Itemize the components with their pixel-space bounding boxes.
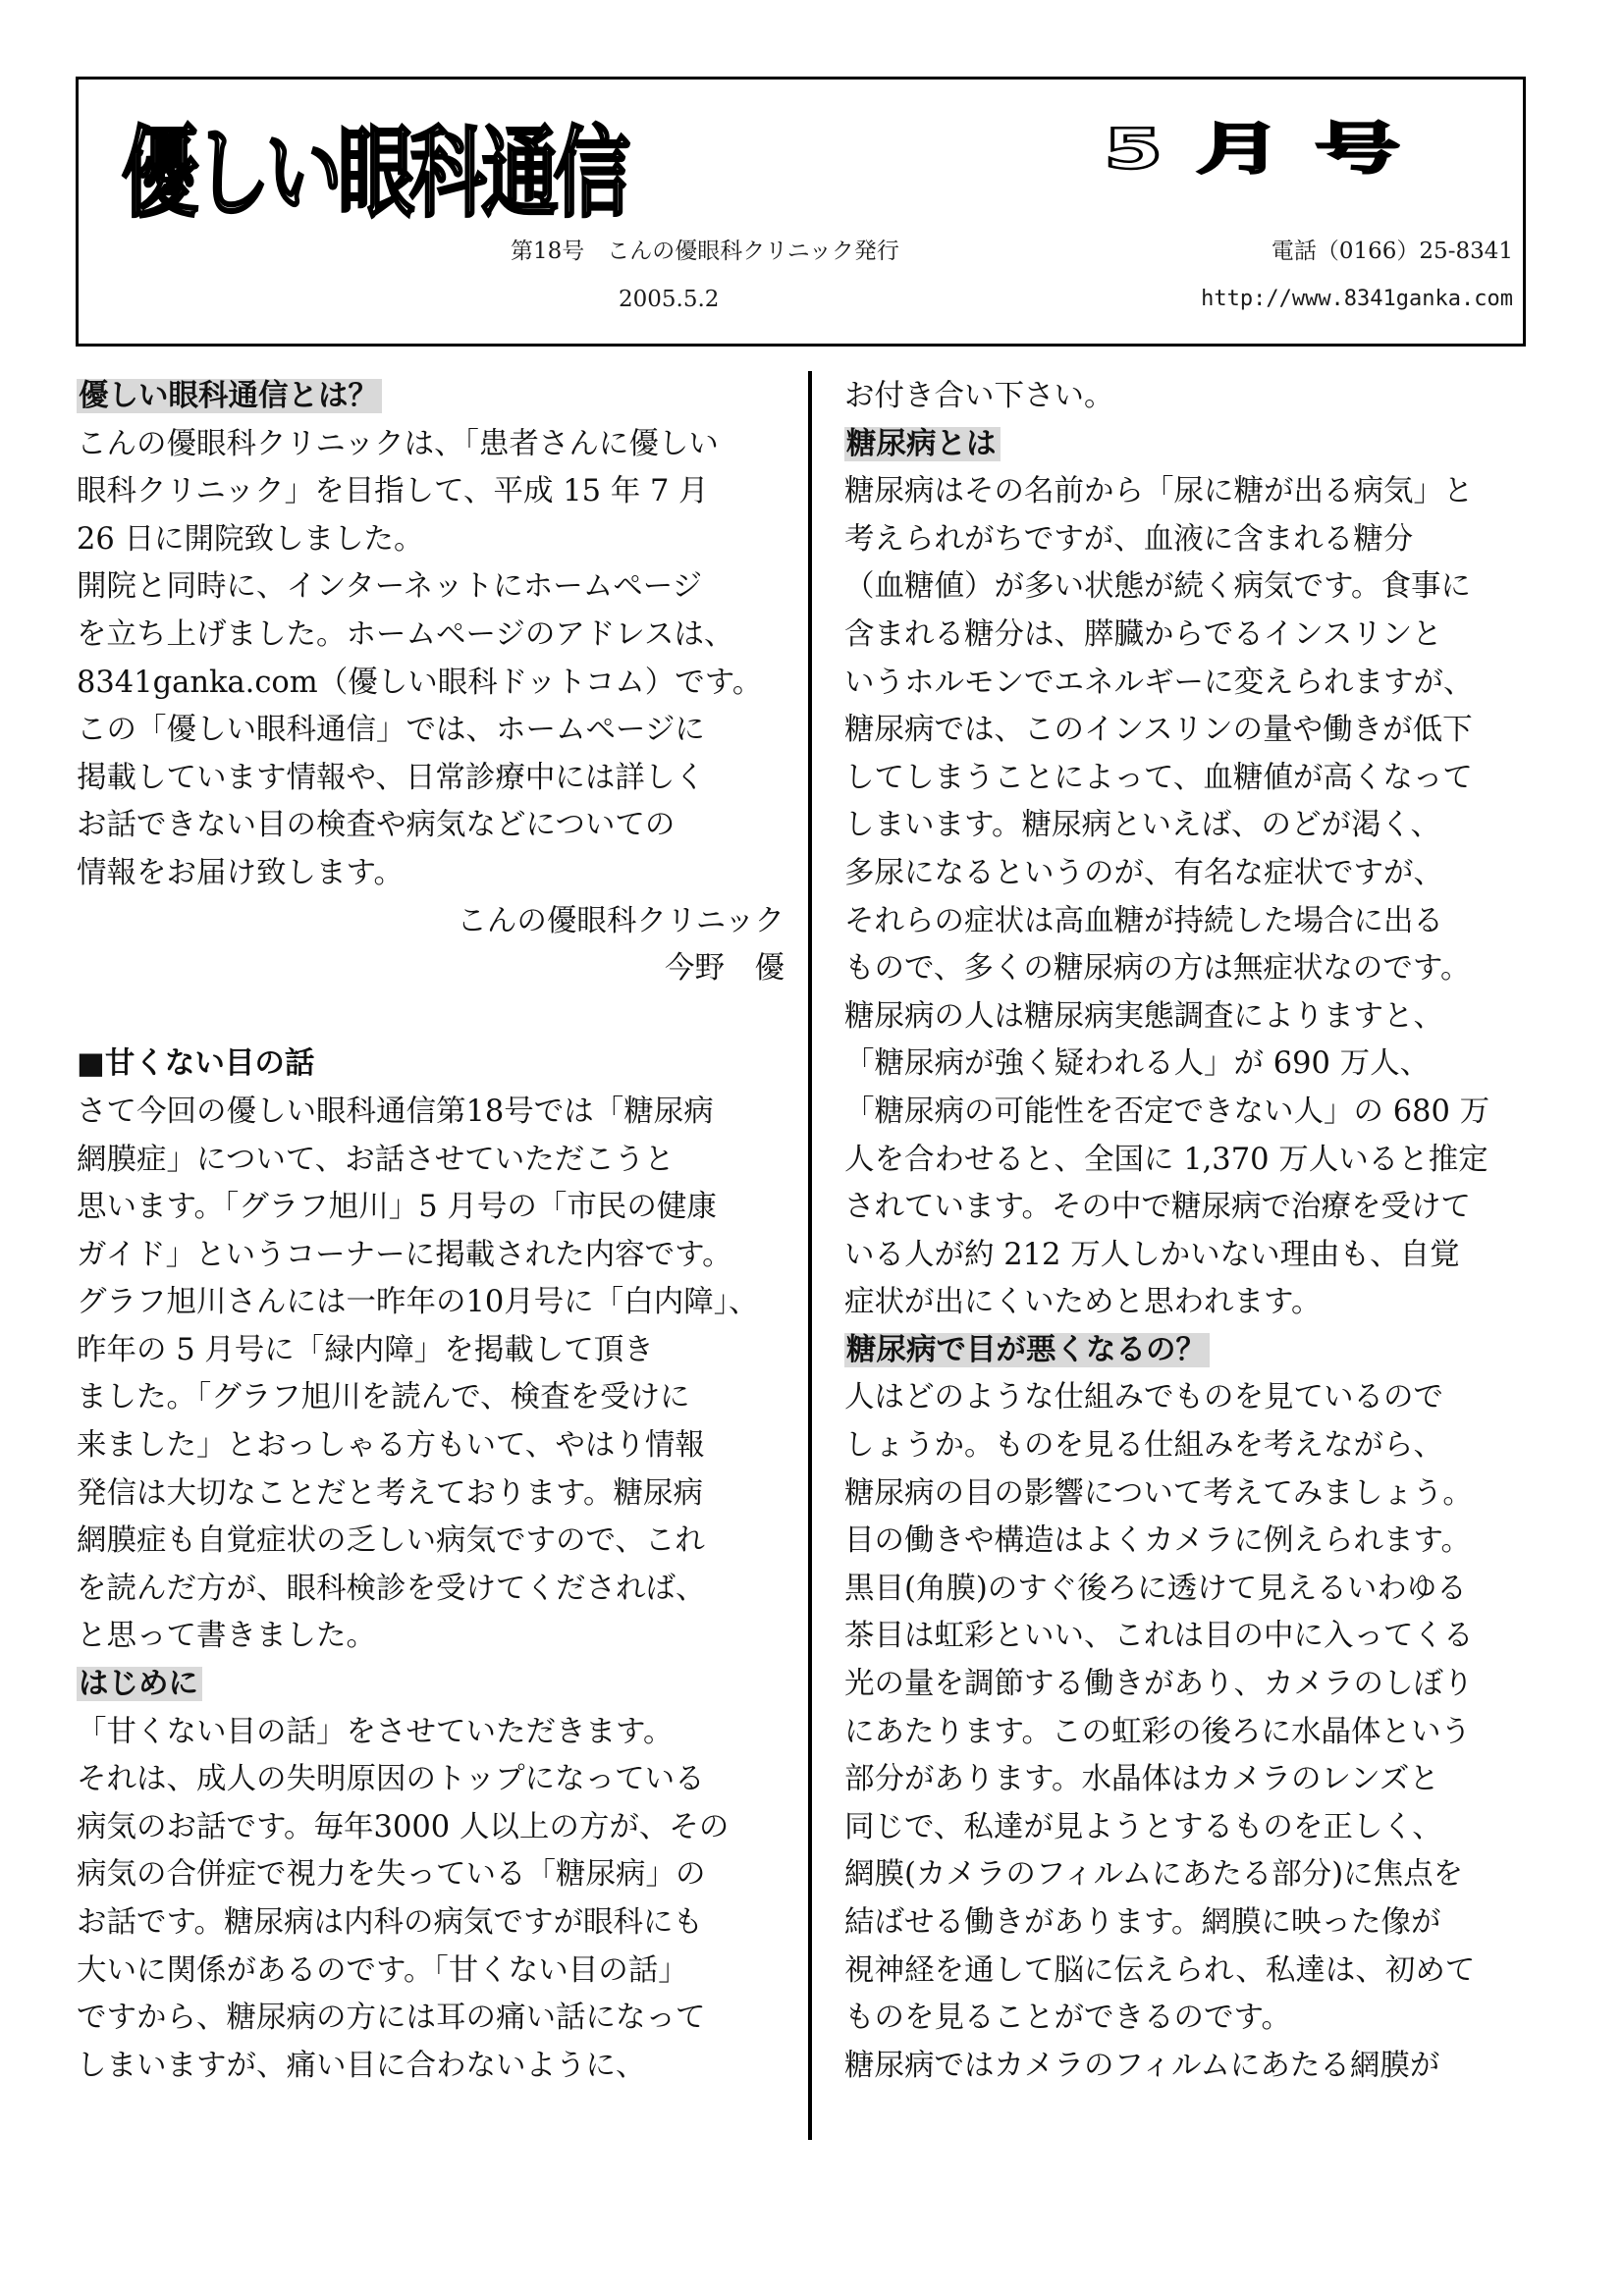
- body-line-text: 思います。「グラフ旭川」5 月号の「市民の健康: [77, 1190, 717, 1225]
- body-line-text: を立ち上げました。ホームページのアドレスは、: [77, 616, 734, 652]
- body-line: [844, 1851, 1556, 1899]
- body-line: [77, 2043, 788, 2091]
- body-line-text: 「甘くない目の話」をさせていただきます。: [77, 1714, 674, 1749]
- signature-line-text: こんの優眼科クリニック: [457, 903, 784, 938]
- body-line: [77, 1899, 788, 1948]
- body-line-text: 26 日に開院致しました。: [77, 521, 424, 557]
- body-line-text: 糖尿病の人は糖尿病実態調査によりますと、: [844, 998, 1443, 1034]
- body-line-text: 糖尿病ではカメラのフィルムにあたる網膜が: [844, 2048, 1440, 2083]
- body-line-text: 視神経を通して脳に伝えられ、私達は、初めて: [844, 1952, 1476, 1988]
- body-line: [77, 802, 788, 850]
- body-line-text: ものを見ることができるのです。: [844, 2001, 1292, 2036]
- body-line-text: 同じで、私達が見ようとするものを正しく、: [844, 1809, 1442, 1844]
- body-line-text: しまいますが、痛い目に合わないように、: [77, 2048, 646, 2083]
- issue-date: 2005.5.2: [619, 287, 720, 312]
- section-heading: [77, 1661, 788, 1709]
- body-line: [77, 850, 788, 898]
- body-line: [77, 1232, 788, 1280]
- section-heading-text: 優しい眼科通信とは？: [77, 379, 382, 413]
- body-line-text: 昨年の 5 月号に「緑内障」を掲載して頂き: [77, 1332, 654, 1367]
- body-line: [844, 1470, 1556, 1519]
- body-line-text: お話できない目の検査や病気などについての: [77, 808, 676, 843]
- body-line: [77, 1948, 788, 1996]
- body-line: [77, 707, 788, 755]
- body-line-text: 糖尿病はその名前から「尿に糖が出る病気」と: [844, 474, 1474, 509]
- body-line-text: 来ました」とおっしゃる方もいて、やはり情報: [77, 1428, 705, 1464]
- body-line: [844, 516, 1556, 564]
- body-line-text: 糖尿病の目の影響について考えてみましょう。: [844, 1475, 1473, 1511]
- body-line-text: 病気の合併症で視力を失っている「糖尿病」の: [77, 1857, 706, 1893]
- body-line: [844, 1756, 1556, 1804]
- body-line-text: この「優しい眼科通信」では、ホームページに: [77, 713, 705, 748]
- body-line: [77, 563, 788, 612]
- body-line: [844, 1137, 1556, 1185]
- body-line: [77, 1804, 788, 1852]
- body-line: [844, 1184, 1556, 1232]
- body-line: [77, 1184, 788, 1232]
- body-line-text: 眼科クリニック」を目指して、平成 15 年 7 月: [77, 474, 709, 509]
- body-line: [77, 1613, 788, 1661]
- body-line: [77, 1470, 788, 1519]
- body-line: [77, 1851, 788, 1899]
- body-line: [77, 1709, 788, 1757]
- body-line-text: 情報をお届け致します。: [77, 855, 405, 890]
- body-line: [77, 612, 788, 660]
- body-line: [844, 850, 1556, 898]
- body-line-text: 「糖尿病が強く疑われる人」が 690 万人、: [844, 1046, 1431, 1082]
- body-line-text: 「糖尿病の可能性を否定できない人」の 680 万: [844, 1094, 1490, 1129]
- body-line-text: 網膜症」について、お話させていただこうと: [77, 1142, 675, 1177]
- body-line-text: 光の量を調節する働きがあり、カメラのしぼり: [844, 1667, 1474, 1702]
- body-line-text: 考えられがちですが、血液に含まれる糖分: [844, 521, 1414, 557]
- right-column: [844, 373, 1556, 2090]
- body-line-text: 網膜(カメラのフィルムにあたる部分)に焦点を: [844, 1857, 1464, 1893]
- body-line: [844, 707, 1556, 755]
- body-line: [844, 563, 1556, 612]
- body-line: [77, 1566, 788, 1614]
- body-line: [77, 1137, 788, 1185]
- body-line-text: 網膜症も自覚症状の乏しい病気ですので、これ: [77, 1523, 705, 1559]
- body-line: [844, 2043, 1556, 2091]
- section-heading-text: ■甘くない目の話: [77, 1046, 315, 1082]
- body-line-text: 糖尿病では、このインスリンの量や働きが低下: [844, 713, 1473, 748]
- body-line-text: 目の働きや構造はよくカメラに例えられます。: [844, 1523, 1472, 1559]
- body-line: [844, 945, 1556, 993]
- body-line-text: と思って書きました。: [77, 1619, 376, 1654]
- body-line-text: を読んだ方が、眼科検診を受けてくだされば、: [77, 1571, 706, 1606]
- body-line: [844, 1661, 1556, 1709]
- body-line-text: にあたります。この虹彩の後ろに水晶体という: [844, 1714, 1472, 1749]
- body-line: [844, 1279, 1556, 1327]
- body-line: [844, 1948, 1556, 1996]
- body-line-text: もので、多くの糖尿病の方は無症状なのです。: [844, 951, 1471, 987]
- body-line: [77, 468, 788, 516]
- body-line-text: してしまうことによって、血糖値が高くなって: [844, 760, 1473, 795]
- body-line: [77, 1374, 788, 1422]
- body-line: [844, 612, 1556, 660]
- body-line-text: 含まれる糖分は、膵臓からでるインスリンと: [844, 616, 1442, 652]
- body-line-text: 人はどのような仕組みでものを見ているので: [844, 1380, 1443, 1415]
- section-heading: [844, 421, 1556, 469]
- body-line: [77, 1995, 788, 2043]
- body-line: [844, 1899, 1556, 1948]
- body-line: [77, 1327, 788, 1375]
- body-line-text: しょうか。ものを見る仕組みを考えながら、: [844, 1428, 1443, 1464]
- body-line: [844, 1995, 1556, 2043]
- body-line-text: それらの症状は高血糖が持続した場合に出る: [844, 903, 1443, 938]
- column-divider: [808, 371, 812, 2140]
- body-line-text: それは、成人の失明原因のトップになっている: [77, 1762, 705, 1797]
- signature-line: [77, 945, 788, 993]
- newsletter-title: 優しい眼科通信: [122, 116, 626, 231]
- body-line-text: ガイド」というコーナーに掲載された内容です。: [77, 1237, 732, 1272]
- body-line: [844, 1518, 1556, 1566]
- body-line: [844, 1613, 1556, 1661]
- website-url[interactable]: http://www.8341ganka.com: [1201, 287, 1513, 311]
- body-line: [77, 1422, 788, 1470]
- phone-number: 電話（0166）25-8341: [1271, 239, 1513, 264]
- body-line: [844, 468, 1556, 516]
- body-line: [844, 660, 1556, 708]
- issue-publisher-line: 第18号 こんの優眼科クリニック発行: [511, 239, 899, 264]
- section-heading-text: 糖尿病で目が悪くなるの？: [844, 1333, 1210, 1367]
- signature-line: [77, 898, 788, 946]
- body-line: [844, 755, 1556, 803]
- body-line-text: お付き合い下さい。: [844, 379, 1114, 413]
- body-line-text: 大いに関係があるのです。「甘くない目の話」: [77, 1952, 688, 1988]
- body-line: [844, 1089, 1556, 1137]
- body-line: [844, 993, 1556, 1041]
- body-line-text: 症状が出にくいためと思われます。: [844, 1285, 1322, 1320]
- body-line-text: 人を合わせると、全国に 1,370 万人いると推定: [844, 1142, 1488, 1177]
- body-line: [844, 802, 1556, 850]
- body-line-text: お話です。糖尿病は内科の病気ですが眼科にも: [77, 1905, 704, 1940]
- body-line-text: いる人が約 212 万人しかいない理由も、自覚: [844, 1237, 1460, 1272]
- body-line-text: ました。「グラフ旭川を読んで、検査を受けに: [77, 1380, 690, 1415]
- body-line: [844, 898, 1556, 946]
- body-line: [844, 373, 1556, 421]
- spacer: [77, 993, 788, 1041]
- body-line: [77, 1089, 788, 1137]
- body-line: [77, 660, 788, 708]
- body-line: [77, 1756, 788, 1804]
- body-line: [844, 1232, 1556, 1280]
- body-line-text: 結ばせる働きがあります。網膜に映った像が: [844, 1905, 1441, 1940]
- body-line: [844, 1804, 1556, 1852]
- issue-month: 5月号: [1104, 118, 1434, 182]
- section-heading-text: 糖尿病とは: [844, 427, 1001, 461]
- body-line-text: 黒目(角膜)のすぐ後ろに透けて見えるいわゆる: [844, 1571, 1467, 1606]
- section-heading: [77, 373, 788, 421]
- body-line-text: 茶目は虹彩といい、これは目の中に入ってくる: [844, 1619, 1474, 1654]
- body-line-text: されています。その中で糖尿病で治療を受けて: [844, 1190, 1472, 1225]
- section-heading-text: はじめに: [77, 1667, 202, 1701]
- body-line: [77, 1279, 788, 1327]
- signature-line-text: 今野 優: [665, 951, 784, 987]
- body-line-text: 掲載しています情報や、日常診療中には詳しく: [77, 760, 705, 795]
- body-line-text: しまいます。糖尿病といえば、のどが渇く、: [844, 808, 1440, 843]
- body-line: [77, 421, 788, 469]
- body-line: [844, 1709, 1556, 1757]
- body-line: [77, 1518, 788, 1566]
- body-line-text: 開院と同時に、インターネットにホームページ: [77, 569, 703, 605]
- body-line-text: 8341ganka.com（優しい眼科ドットコム）です。: [77, 665, 763, 700]
- body-line: [844, 1566, 1556, 1614]
- body-line: [77, 516, 788, 564]
- body-line: [844, 1374, 1556, 1422]
- body-line-text: 発信は大切なことだと考えております。糖尿病: [77, 1475, 704, 1511]
- body-line-text: 病気のお話です。毎年3000 人以上の方が、その: [77, 1809, 730, 1844]
- section-heading: [844, 1327, 1556, 1375]
- left-column: [77, 373, 788, 2090]
- body-line: [77, 755, 788, 803]
- body-line-text: ですから、糖尿病の方には耳の痛い話になって: [77, 2001, 706, 2036]
- body-line-text: 部分があります。水晶体はカメラのレンズと: [844, 1762, 1439, 1797]
- body-line: [844, 1041, 1556, 1089]
- body-line-text: さて今回の優しい眼科通信第18号では「糖尿病: [77, 1094, 714, 1129]
- body-line-text: こんの優眼科クリニックは、「患者さんに優しい: [77, 426, 719, 461]
- body-line-text: 多尿になるというのが、有名な症状ですが、: [844, 855, 1443, 890]
- body-line: [844, 1422, 1556, 1470]
- body-line-text: グラフ旭川さんには一昨年の10月号に「白内障」、: [77, 1285, 759, 1320]
- body-line-text: いうホルモンでエネルギーに変えられますが、: [844, 665, 1474, 700]
- body-line-text: （血糖値）が多い状態が続く病気です。食事に: [844, 569, 1472, 605]
- section-heading: [77, 1041, 788, 1089]
